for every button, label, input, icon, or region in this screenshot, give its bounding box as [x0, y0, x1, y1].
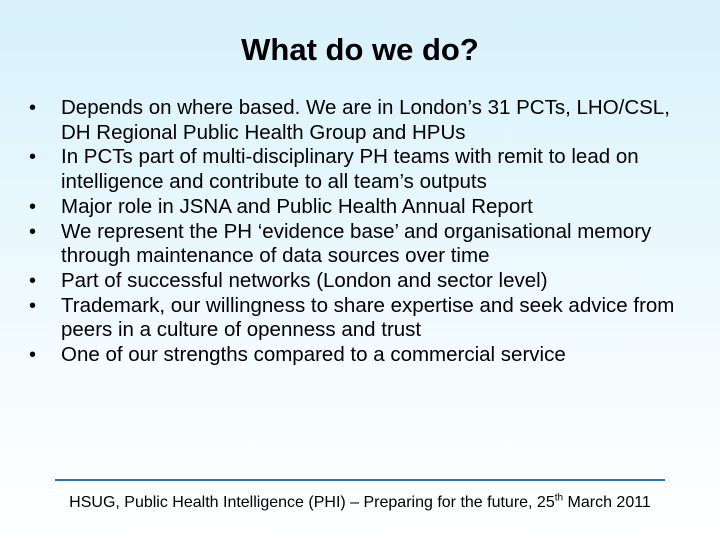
bullet-text: Major role in JSNA and Public Health Annual Report	[61, 194, 533, 218]
footer-superscript: th	[554, 492, 564, 504]
bullet-icon: •	[29, 294, 37, 317]
footer-suffix: March 2011	[563, 494, 651, 511]
footer-text: HSUG, Public Health Intelligence (PHI) – Preparing for the future, 25	[69, 494, 555, 511]
bullet-icon: •	[29, 146, 37, 169]
bullet-list	[27, 96, 687, 368]
footer-divider	[55, 479, 665, 481]
bullet-item	[27, 195, 687, 220]
bullet-icon: •	[29, 97, 37, 119]
slide-title: What do we do?	[241, 32, 479, 67]
bullet-text: Trademark, our willingness to share expertise and seek advice from peers in a culture of openness and trust	[61, 293, 675, 342]
bullet-item	[27, 96, 687, 145]
bullet-text: One of our strengths compared to a commercial service	[61, 343, 566, 367]
bullet-text: We represent the PH ‘evidence base’ and organisational memory through maintenance of data sources over time	[61, 219, 652, 268]
bullet-item	[27, 220, 687, 269]
bullet-text: In PCTs part of multi-disciplinary PH teams with remit to lead on intelligence and contribute to all team’s outputs	[61, 145, 639, 194]
bullet-item	[27, 343, 687, 368]
bullet-icon: •	[29, 269, 37, 292]
footer	[0, 493, 720, 513]
bullet-item	[27, 294, 687, 343]
bullet-text: Part of successful networks (London and sector level)	[61, 268, 548, 292]
bullet-text: Depends on where based. We are in London’s 31 PCTs, LHO/CSL, DH Regional Public Health Group and HPUs	[61, 96, 670, 144]
bullet-icon: •	[29, 220, 37, 243]
bullet-icon: •	[29, 195, 37, 218]
bullet-item	[27, 145, 687, 194]
bullet-icon: •	[29, 344, 37, 367]
bullet-item	[27, 269, 687, 294]
